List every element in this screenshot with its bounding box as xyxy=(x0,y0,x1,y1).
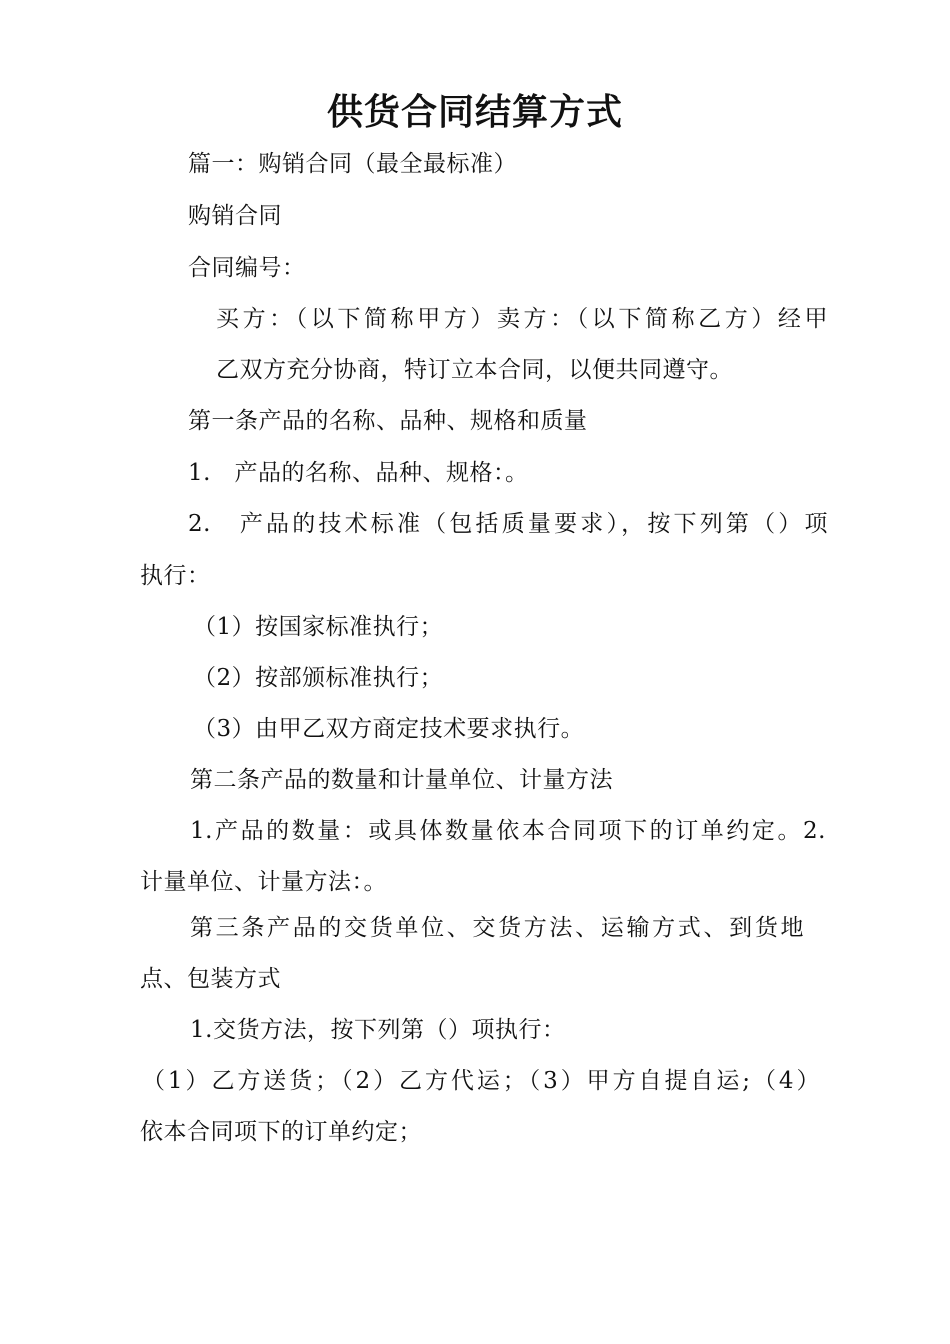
text-line-13: 第二条产品的数量和计量单位、计量方法 xyxy=(190,767,613,793)
text-line-5: 乙双方充分协商，特订立本合同，以便共同遵守。 xyxy=(216,357,733,383)
text-line-17: 点、包装方式 xyxy=(140,966,281,992)
text-line-14: 1.产品的数量：或具体数量依本合同项下的订单约定。2. xyxy=(190,818,826,844)
text-line-12: （3）由甲乙双方商定技术要求执行。 xyxy=(193,716,585,742)
text-line-6: 第一条产品的名称、品种、规格和质量 xyxy=(188,408,588,434)
document-title: 供货合同结算方式 xyxy=(326,91,623,133)
text-line-3: 合同编号： xyxy=(188,255,306,281)
text-line-19: （1）乙方送货；（2）乙方代运；（3）甲方自提自运;（4） xyxy=(142,1068,820,1094)
text-line-7: 1. 产品的名称、品种、规格：。 xyxy=(188,460,529,486)
text-line-9: 执行： xyxy=(140,563,211,589)
text-line-4: 买方：（以下简称甲方）卖方：（以下简称乙方）经甲 xyxy=(216,306,828,332)
text-line-15: 计量单位、计量方法：。 xyxy=(140,869,387,895)
text-line-16: 第三条产品的交货单位、交货方法、运输方式、到货地 xyxy=(190,915,804,941)
text-line-1: 篇一：购销合同（最全最标准） xyxy=(188,151,517,177)
text-line-2: 购销合同 xyxy=(188,203,282,229)
text-line-20: 依本合同项下的订单约定； xyxy=(140,1119,422,1145)
text-line-8: 2. 产品的技术标准（包括质量要求），按下列第（）项 xyxy=(188,511,828,537)
text-line-10: （1）按国家标准执行； xyxy=(193,614,444,640)
text-line-11: （2）按部颁标准执行； xyxy=(193,665,444,691)
text-line-18: 1.交货方法，按下列第（）项执行： xyxy=(190,1017,566,1043)
